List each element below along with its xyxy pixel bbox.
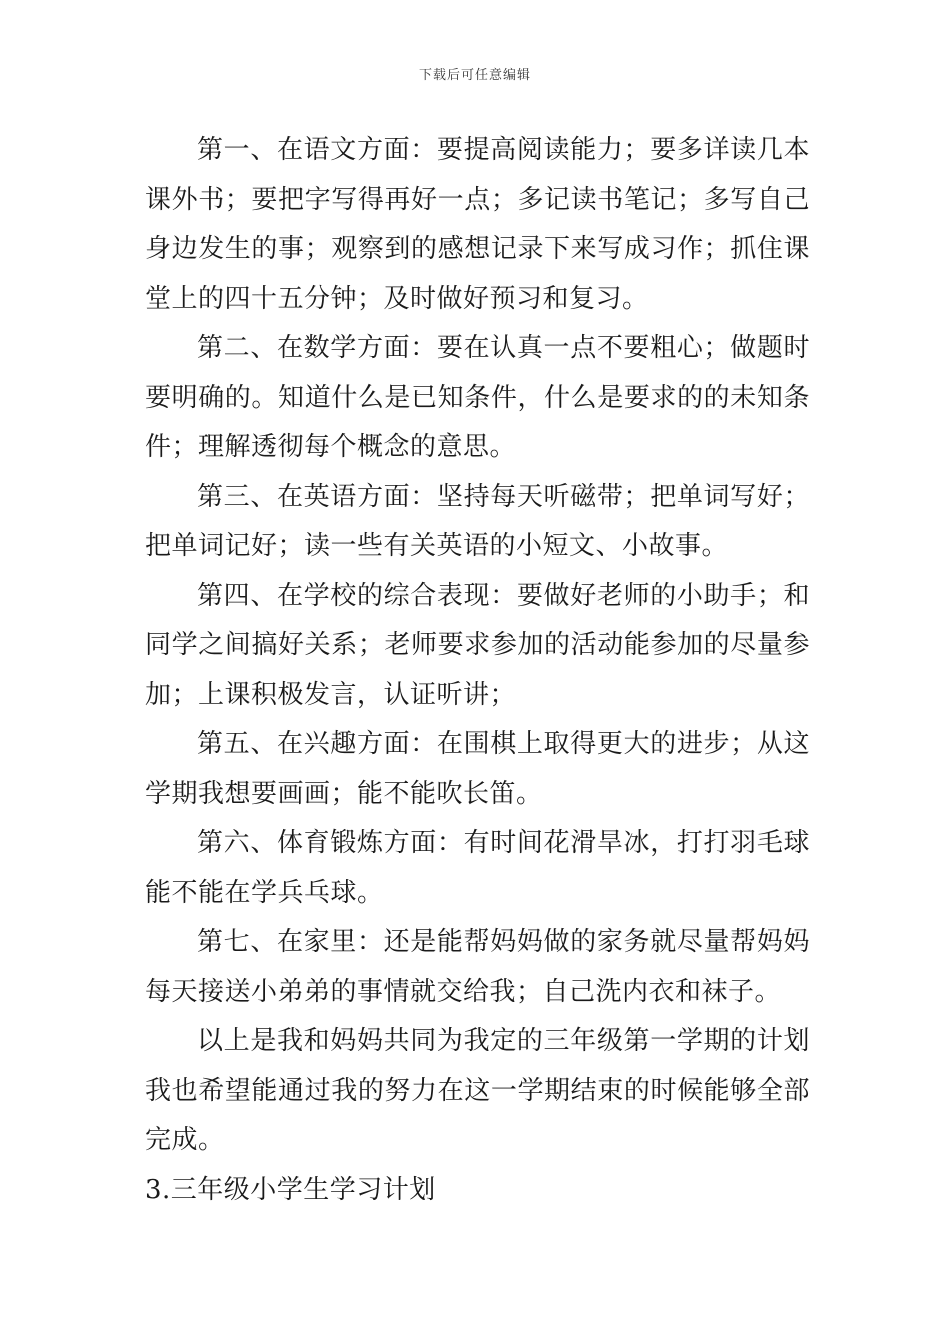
page-header: 下载后可任意编辑 <box>418 68 531 83</box>
document-body <box>145 126 810 1215</box>
section-heading: 3.三年级小学生学习计划 <box>145 1174 436 1205</box>
paragraph-conclusion: 以上是我和妈妈共同为我定的三年级第一学期的计划我也希望能通过我的努力在这一学期结束的时候能够全部完成。 <box>145 1026 810 1155</box>
paragraph-interests: 第五、在兴趣方面：在围棋上取得更大的进步；从这学期我想要画画；能不能吹长笛。 <box>145 729 810 809</box>
paragraph-math: 第二、在数学方面：要在认真一点不要粗心；做题时要明确的。知道什么是已知条件，什么是要求的的未知条件；理解透彻每个概念的意思。 <box>145 333 810 462</box>
paragraph-chinese: 第一、在语文方面：要提高阅读能力；要多详读几本课外书；要把字写得再好一点；多记读书笔记；多写自己身边发生的事；观察到的感想记录下来写成习作；抓住课堂上的四十五分钟；及时做好预习和复习。 <box>145 135 810 314</box>
paragraph-sports: 第六、体育锻炼方面：有时间花滑旱冰，打打羽毛球能不能在学兵乓球。 <box>145 828 810 908</box>
paragraph-school: 第四、在学校的综合表现：要做好老师的小助手；和同学之间搞好关系；老师要求参加的活动能参加的尽量参加；上课积极发言，认证听讲； <box>145 580 810 710</box>
paragraph-english: 第三、在英语方面：坚持每天听磁带；把单词写好；把单词记好；读一些有关英语的小短文、小故事。 <box>145 481 810 561</box>
paragraph-home: 第七、在家里：还是能帮妈妈做的家务就尽量帮妈妈每天接送小弟弟的事情就交给我；自己洗内衣和袜子。 <box>145 927 810 1007</box>
